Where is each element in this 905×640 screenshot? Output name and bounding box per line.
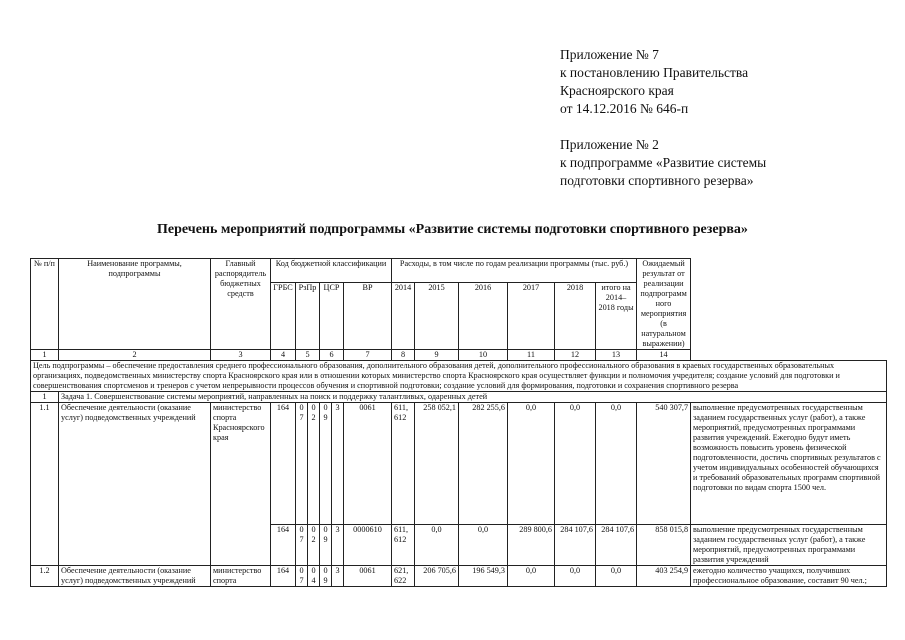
appendix-line: от 14.12.2016 № 646-п xyxy=(560,101,689,116)
header-grbs: ГРБС xyxy=(271,282,296,349)
row-result: ежегодно количество учащихся, получивших профессиональное образование, составит 90 чел.; xyxy=(691,566,887,587)
row-csr-1: 09 xyxy=(320,566,332,587)
column-number: 2 xyxy=(59,350,211,361)
row-rz: 07 xyxy=(296,525,308,566)
program-goal: Цель подпрограммы – обеспечение предоставления среднего профессионального образования, дополнительного образования детей, дополнительного профессионального образования в краевых государственных образовательных организациях, подведомственных министерству спорта Красноярского края или в отношении которых министерство спорта Красноярского края осуществляет функции и полномочия учредителя; создание условий для подготовки и совершенствования спортсменов и тренеров с учетом непрерывности процессов обучения и спортивной подготовки; создание условий для формирования, подготовки и сохранения спортивного резерва xyxy=(31,361,887,392)
row-2018: 284 107,6 xyxy=(596,525,637,566)
row-vr: 611, 612 xyxy=(392,525,415,566)
row-2018: 0,0 xyxy=(596,566,637,587)
row-csr-1: 09 xyxy=(320,403,332,525)
header-2016: 2016 xyxy=(459,282,508,349)
row-result: выполнение предусмотренных государственным заданием государственных услуг (работ), а также мероприятий, предусмотренных программами развития учреждений. Ежегодно будут иметь возможность повысить уровень физической подготовленности, достичь спортивных результатов с учетом индивидуальных особенностей обучающихся и требований образовательных программ спортивной подготовки по видам спорта 1500 чел. xyxy=(691,403,887,525)
header-csr: ЦСР xyxy=(320,282,344,349)
row-2014: 206 705,6 xyxy=(415,566,459,587)
appendix-7-block xyxy=(560,46,748,118)
header-vr: ВР xyxy=(344,282,392,349)
column-number: 11 xyxy=(508,350,555,361)
column-number: 10 xyxy=(459,350,508,361)
header-2015: 2015 xyxy=(415,282,459,349)
column-number: 14 xyxy=(637,350,691,361)
column-number: 6 xyxy=(320,350,344,361)
row-csr-2: 3 xyxy=(332,566,344,587)
table-row xyxy=(31,403,887,525)
column-number: 13 xyxy=(596,350,637,361)
table-row xyxy=(31,566,887,587)
column-number: 5 xyxy=(296,350,320,361)
column-number: 12 xyxy=(555,350,596,361)
row-name: Обеспечение деятельности (оказание услуг) подведомственных учреждений xyxy=(59,566,211,587)
row-rz: 07 xyxy=(296,403,308,525)
row-2016: 0,0 xyxy=(508,403,555,525)
row-manager: министерство спорта Красноярского края xyxy=(211,403,271,566)
row-2014: 258 052,1 xyxy=(415,403,459,525)
row-number: 1.2 xyxy=(31,566,59,587)
row-total: 403 254,9 xyxy=(637,566,691,587)
column-number: 4 xyxy=(271,350,296,361)
header-total: итого на 2014–2018 годы xyxy=(596,282,637,349)
header-name: Наименование программы, подпрограммы xyxy=(59,259,211,350)
column-number: 3 xyxy=(211,350,271,361)
row-csr-3: 0061 xyxy=(344,403,392,525)
row-pr: 02 xyxy=(308,525,320,566)
appendix-line: подготовки спортивного резерва» xyxy=(560,173,754,188)
row-2017: 0,0 xyxy=(555,566,596,587)
row-result: выполнение предусмотренных государственным заданием государственных услуг (работ), а также мероприятий, предусмотренных программами развития учреждений xyxy=(691,525,887,566)
row-2014: 0,0 xyxy=(415,525,459,566)
appendix-line: Красноярского края xyxy=(560,83,674,98)
row-2015: 282 255,6 xyxy=(459,403,508,525)
header-result: Ожидаемый результат от реализации подпрограммного мероприятия (в натуральном выражении) xyxy=(637,259,691,350)
header-expenses: Расходы, в том числе по годам реализации программы (тыс. руб.) xyxy=(392,259,637,283)
task-number: 1 xyxy=(31,392,59,403)
row-csr-2: 3 xyxy=(332,525,344,566)
row-2016: 289 800,6 xyxy=(508,525,555,566)
row-csr-3: 0000610 xyxy=(344,525,392,566)
row-grbs: 164 xyxy=(271,403,296,525)
row-2015: 196 549,3 xyxy=(459,566,508,587)
appendix-line: Приложение № 7 xyxy=(560,47,659,62)
column-number: 7 xyxy=(344,350,392,361)
row-csr-1: 09 xyxy=(320,525,332,566)
row-vr: 611, 612 xyxy=(392,403,415,525)
row-name: Обеспечение деятельности (оказание услуг) подведомственных учреждений xyxy=(59,403,211,566)
appendix-line: к подпрограмме «Развитие системы xyxy=(560,155,767,170)
header-2017: 2017 xyxy=(508,282,555,349)
row-pr: 02 xyxy=(308,403,320,525)
task-title: Задача 1. Совершенствование системы мероприятий, направленных на поиск и поддержку талантливых, одаренных детей xyxy=(59,392,887,403)
column-number: 9 xyxy=(415,350,459,361)
row-2018: 0,0 xyxy=(596,403,637,525)
row-manager: министерство спорта xyxy=(211,566,271,587)
header-num: № п/п xyxy=(31,259,59,350)
document-title: Перечень мероприятий подпрограммы «Развитие системы подготовки спортивного резерва» xyxy=(157,222,748,237)
header-rzpr: РзПр xyxy=(296,282,320,349)
header-2018: 2018 xyxy=(555,282,596,349)
header-manager: Главный распорядитель бюджетных средств xyxy=(211,259,271,350)
appendix-line: к постановлению Правительства xyxy=(560,65,749,80)
appendix-2-block xyxy=(560,136,766,190)
row-csr-2: 3 xyxy=(332,403,344,525)
appendix-line: Приложение № 2 xyxy=(560,137,659,152)
row-vr: 621, 622 xyxy=(392,566,415,587)
measures-table xyxy=(30,258,887,587)
row-grbs: 164 xyxy=(271,566,296,587)
row-pr: 04 xyxy=(308,566,320,587)
row-number: 1.1 xyxy=(31,403,59,566)
column-number: 8 xyxy=(392,350,415,361)
row-total: 858 015,8 xyxy=(637,525,691,566)
row-total: 540 307,7 xyxy=(637,403,691,525)
row-2017: 284 107,6 xyxy=(555,525,596,566)
row-2017: 0,0 xyxy=(555,403,596,525)
row-csr-3: 0061 xyxy=(344,566,392,587)
column-number: 1 xyxy=(31,350,59,361)
header-budget-code: Код бюджетной классификации xyxy=(271,259,392,283)
row-rz: 07 xyxy=(296,566,308,587)
row-2016: 0,0 xyxy=(508,566,555,587)
row-grbs: 164 xyxy=(271,525,296,566)
row-2015: 0,0 xyxy=(459,525,508,566)
header-2014: 2014 xyxy=(392,282,415,349)
